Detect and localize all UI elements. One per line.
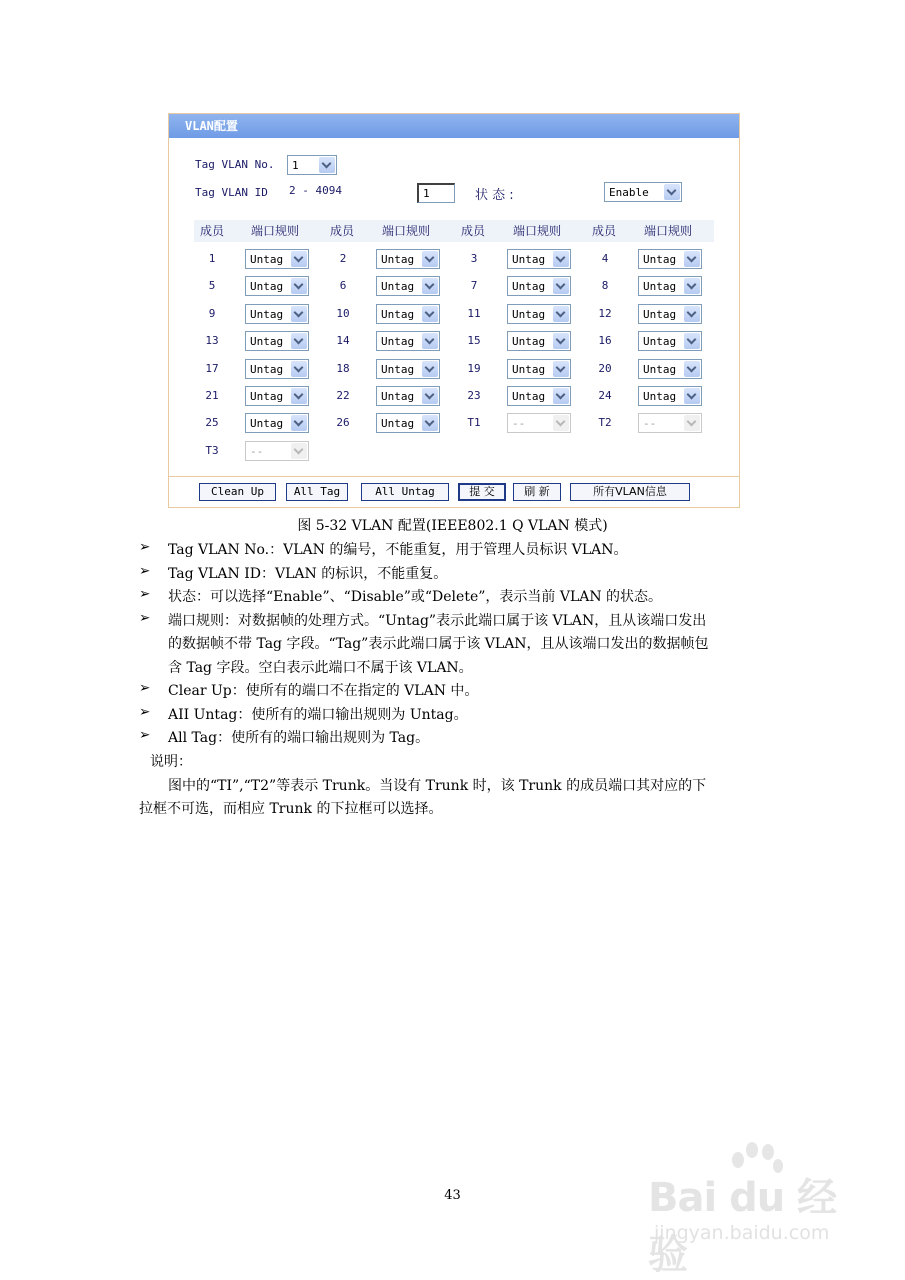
port-rule-value: Untag <box>381 335 415 349</box>
port-number: 11 <box>467 306 481 320</box>
port-rule-value: Untag <box>512 390 546 403</box>
chevron-down-icon <box>553 388 569 404</box>
port-rule-value: Untag <box>250 253 284 266</box>
page-number: 43 <box>444 1188 461 1203</box>
chevron-down-icon <box>422 278 438 294</box>
port-rule-select[interactable] <box>638 249 702 269</box>
port-rule-select[interactable] <box>245 386 309 406</box>
chevron-down-icon <box>291 361 307 377</box>
port-number: 22 <box>336 389 350 402</box>
tag-vlan-no-value: 1 <box>292 159 299 172</box>
chevron-down-icon <box>422 251 438 267</box>
watermark-brand: Bai du 经验 <box>648 1175 837 1278</box>
all-vlan-info-button[interactable]: 所有VLAN信息 <box>570 483 690 501</box>
chevron-down-icon <box>291 443 307 459</box>
port-number: 14 <box>336 334 350 348</box>
port-rule-select[interactable] <box>245 276 309 296</box>
port-rule-value: -- <box>643 417 657 431</box>
header-rule: 端口规则 <box>250 224 299 238</box>
port-rule-value: Untag <box>643 390 677 403</box>
chevron-down-icon <box>553 251 569 267</box>
port-number: 16 <box>598 334 612 348</box>
bullet-arrow-icon: ➢ <box>139 680 151 696</box>
port-number: 7 <box>470 279 478 293</box>
port-rule-select[interactable] <box>376 359 440 379</box>
bullet-text: 端口规则：对数据帧的处理方式。“Untag”表示此端口属于该 VLAN，且从该端口发出 <box>168 612 707 629</box>
bullet-arrow-icon: ➢ <box>139 539 151 555</box>
port-rule-select[interactable] <box>245 331 309 351</box>
port-rule-value: -- <box>512 417 526 431</box>
status-value: Enable <box>609 186 649 199</box>
port-rule-select[interactable] <box>245 304 309 324</box>
port-table-header <box>194 220 714 242</box>
header-rule: 端口规则 <box>643 224 692 238</box>
bullet-arrow-icon: ➢ <box>139 586 151 602</box>
bullet-text: All Tag：使所有的端口输出规则为 Tag。 <box>168 730 430 746</box>
header-rule: 端口规则 <box>381 224 430 238</box>
port-rule-value: Untag <box>250 307 284 321</box>
bullet-text: Clear Up：使所有的端口不在指定的 VLAN 中。 <box>168 683 479 699</box>
chevron-down-icon <box>684 306 700 322</box>
port-rule-select[interactable] <box>507 276 571 296</box>
note-line-2: 拉框不可选，而相应 Trunk 的下拉框可以选择。 <box>139 801 443 817</box>
port-rule-value: -- <box>250 444 264 458</box>
port-number: 4 <box>601 252 609 265</box>
chevron-down-icon <box>684 278 700 294</box>
port-rule-select[interactable] <box>507 386 571 406</box>
port-rule-select[interactable] <box>376 249 440 269</box>
panel-title: VLAN配置 <box>169 114 739 138</box>
port-rule-value: Untag <box>512 335 546 349</box>
bullet-text: Tag VLAN ID：VLAN 的标识，不能重复。 <box>168 565 448 582</box>
port-rule-value: Untag <box>643 335 677 349</box>
port-number: T3 <box>205 443 219 457</box>
tag-vlan-id-input[interactable]: 1 <box>417 183 455 203</box>
port-rule-select[interactable] <box>245 413 309 433</box>
port-rule-value: Untag <box>512 362 546 376</box>
port-number: 25 <box>205 416 219 430</box>
port-number: 26 <box>336 416 350 430</box>
port-rule-value: Untag <box>381 362 415 376</box>
baidu-watermark <box>640 1140 865 1278</box>
chevron-down-icon <box>422 415 438 431</box>
port-number: 12 <box>598 306 612 320</box>
port-number: T1 <box>467 416 481 430</box>
status-select[interactable] <box>604 182 682 202</box>
port-number: 9 <box>208 306 216 320</box>
port-rule-select[interactable] <box>376 413 440 433</box>
tag-vlan-no-select[interactable] <box>287 155 337 175</box>
port-number: 21 <box>205 389 219 402</box>
chevron-down-icon <box>553 278 569 294</box>
port-number: 2 <box>339 252 347 265</box>
bullet-text: 含 Tag 字段。空白表示此端口不属于该 VLAN。 <box>168 659 473 676</box>
port-rule-select[interactable] <box>507 331 571 351</box>
port-rule-select[interactable] <box>376 304 440 324</box>
port-number: 15 <box>467 334 481 348</box>
port-rule-value: Untag <box>381 417 415 431</box>
port-rule-select <box>245 441 309 461</box>
chevron-down-icon <box>684 361 700 377</box>
chevron-down-icon <box>422 388 438 404</box>
port-number: 5 <box>208 279 216 293</box>
port-rule-select[interactable] <box>638 304 702 324</box>
header-member: 成员 <box>199 224 224 238</box>
header-member: 成员 <box>329 224 354 238</box>
port-rule-value: Untag <box>250 362 284 376</box>
status-label: 状 态 : <box>475 188 514 203</box>
chevron-down-icon <box>684 333 700 349</box>
port-rule-select[interactable] <box>507 249 571 269</box>
header-member: 成员 <box>460 224 485 238</box>
chevron-down-icon <box>422 333 438 349</box>
port-number: 18 <box>336 361 350 375</box>
chevron-down-icon <box>553 306 569 322</box>
port-rule-select[interactable] <box>638 331 702 351</box>
chevron-down-icon <box>291 415 307 431</box>
chevron-down-icon <box>291 388 307 404</box>
bullet-arrow-icon: ➢ <box>139 609 151 626</box>
port-number: 10 <box>336 306 350 320</box>
chevron-down-icon <box>553 415 569 431</box>
port-rule-value: Untag <box>643 253 677 266</box>
port-rule-value: Untag <box>250 417 284 431</box>
tag-vlan-id-range: 2 - 4094 <box>289 184 342 197</box>
submit-button[interactable]: 提 交 <box>458 483 506 501</box>
all-tag-button[interactable]: All Tag <box>286 483 348 501</box>
port-rule-select[interactable] <box>376 331 440 351</box>
port-rule-value: Untag <box>250 280 284 294</box>
bullet-text: AII Untag：使所有的端口输出规则为 Untag。 <box>168 706 468 723</box>
chevron-down-icon <box>422 306 438 322</box>
port-rule-value: Untag <box>250 390 284 403</box>
port-rule-value: Untag <box>512 253 546 266</box>
port-rule-value: Untag <box>512 307 546 321</box>
port-rule-value: Untag <box>643 307 677 321</box>
chevron-down-icon <box>291 251 307 267</box>
bullet-text: 状态：可以选择“Enable”、“Disable”或“Delete”，表示当前 VLAN 的状态。 <box>168 589 663 605</box>
bullet-text: Tag VLAN No.：VLAN 的编号，不能重复，用于管理人员标识 VLAN。 <box>168 542 628 558</box>
port-rule-select[interactable] <box>376 386 440 406</box>
watermark-url: jingyan.baidu.com <box>654 1222 830 1244</box>
port-rule-value: Untag <box>381 307 415 321</box>
chevron-down-icon <box>553 361 569 377</box>
chevron-down-icon <box>684 388 700 404</box>
chevron-down-icon <box>664 184 680 200</box>
port-rule-value: Untag <box>512 280 546 294</box>
port-rule-select[interactable] <box>507 359 571 379</box>
port-number: 23 <box>467 389 481 402</box>
all-untag-button[interactable]: All Untag <box>361 483 449 501</box>
note-title: 说明： <box>150 754 192 770</box>
bullet-arrow-icon: ➢ <box>139 562 151 579</box>
port-rule-select <box>638 413 702 433</box>
port-rule-value: Untag <box>381 280 415 294</box>
port-rule-value: Untag <box>381 390 415 403</box>
port-rule-select[interactable] <box>638 276 702 296</box>
port-number: T2 <box>598 416 612 430</box>
button-bar <box>169 476 739 507</box>
bullet-text: 的数据帧不带 Tag 字段。“Tag”表示此端口属于该 VLAN，且从该端口发出的数据帧包 <box>168 636 709 652</box>
chevron-down-icon <box>291 333 307 349</box>
port-number: 3 <box>470 252 478 265</box>
port-number: 19 <box>467 361 481 375</box>
port-number: 6 <box>339 279 347 293</box>
note-line-1: 图中的“TI”,“T2”等表示 Trunk。当设有 Trunk 时，该 Trunk 的成员端口其对应的下 <box>168 778 707 794</box>
port-rule-select[interactable] <box>638 359 702 379</box>
port-rule-select[interactable] <box>638 386 702 406</box>
port-rule-select[interactable] <box>507 304 571 324</box>
figure-caption: 图 5-32 VLAN 配置(IEEE802.1 Q VLAN 模式) <box>297 518 608 534</box>
port-number: 20 <box>598 361 612 375</box>
port-rule-value: Untag <box>643 280 677 294</box>
header-member: 成员 <box>591 224 616 238</box>
port-rule-select[interactable] <box>245 359 309 379</box>
refresh-button[interactable]: 刷 新 <box>513 483 561 501</box>
port-rule-value: Untag <box>381 253 415 266</box>
port-rule-value: Untag <box>643 362 677 376</box>
tag-vlan-no-label: Tag VLAN No. <box>195 158 275 171</box>
port-rule-select <box>507 413 571 433</box>
chevron-down-icon <box>422 361 438 377</box>
port-number: 17 <box>205 361 219 375</box>
chevron-down-icon <box>684 415 700 431</box>
clean-up-button[interactable]: Clean Up <box>199 483 276 501</box>
chevron-down-icon <box>684 251 700 267</box>
port-rule-value: Untag <box>250 335 284 349</box>
bullet-arrow-icon: ➢ <box>139 727 151 743</box>
port-number: 1 <box>208 252 216 265</box>
tag-vlan-id-label: Tag VLAN ID <box>195 186 268 199</box>
header-rule: 端口规则 <box>512 224 561 238</box>
port-rule-select[interactable] <box>376 276 440 296</box>
port-number: 8 <box>601 279 609 293</box>
bullet-arrow-icon: ➢ <box>139 703 151 720</box>
chevron-down-icon <box>319 157 335 173</box>
port-number: 13 <box>205 334 219 348</box>
port-rule-select[interactable] <box>245 249 309 269</box>
chevron-down-icon <box>291 278 307 294</box>
port-number: 24 <box>598 389 612 402</box>
chevron-down-icon <box>553 333 569 349</box>
chevron-down-icon <box>291 306 307 322</box>
